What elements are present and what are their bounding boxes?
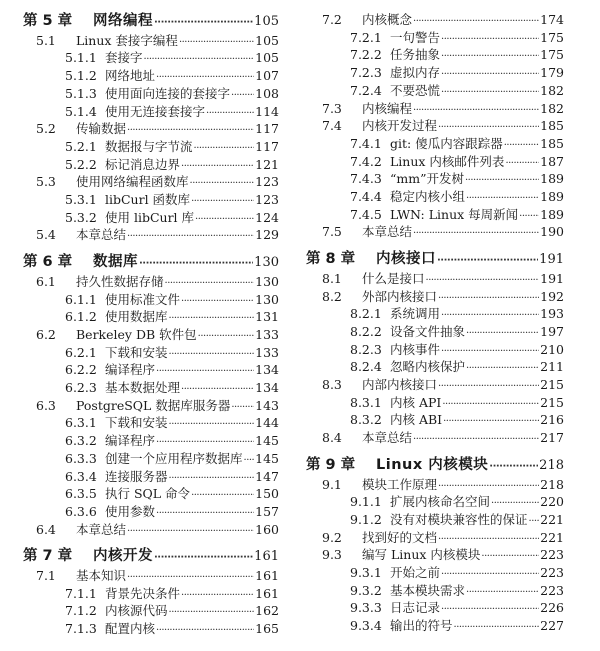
toc-entry-number: 第 9 章 — [306, 456, 356, 473]
toc-subsection-entry[interactable] — [65, 485, 279, 503]
toc-entry-page: 192 — [540, 288, 564, 304]
toc-subsection-entry[interactable] — [65, 379, 279, 397]
toc-entry-title: 本章总结 — [362, 430, 413, 446]
toc-subsection-entry[interactable] — [65, 67, 279, 85]
toc-entry-page: 165 — [255, 621, 279, 637]
toc-entry-number: 5.1.3 — [65, 85, 97, 101]
toc-entry-page: 145 — [255, 450, 279, 466]
toc-entry-number: 8.2.4 — [350, 359, 382, 375]
toc-entry-page: 134 — [255, 362, 279, 378]
toc-entry-page: 227 — [540, 618, 564, 634]
toc-entry-title: 背景先决条件 — [105, 585, 181, 601]
toc-entry-page: 221 — [540, 511, 564, 527]
toc-entry-number: 7.4.4 — [350, 189, 382, 204]
toc-entry-title: 持久性数据存储 — [76, 273, 164, 289]
toc-entry-title: 基本数据处理 — [105, 380, 181, 395]
toc-entry-number: 9.3.3 — [350, 600, 382, 616]
toc-entry-page: 190 — [540, 224, 564, 240]
toc-section-entry[interactable] — [322, 529, 564, 547]
toc-chapter-entry[interactable] — [23, 11, 279, 31]
toc-entry-page: 226 — [540, 600, 564, 616]
toc-subsection-entry[interactable] — [350, 394, 564, 412]
toc-entry-number: 6.3.6 — [65, 503, 97, 519]
toc-subsection-entry[interactable] — [65, 361, 279, 379]
toc-entry-number: 9.2 — [322, 529, 342, 545]
toc-entry-page: 223 — [540, 565, 564, 580]
dot-leader — [489, 457, 538, 477]
toc-entry-number: 7.2.3 — [350, 65, 382, 81]
dot-leader — [127, 228, 254, 246]
toc-entry-page: 185 — [540, 118, 564, 134]
toc-section-entry[interactable] — [36, 326, 279, 344]
toc-subsection-entry[interactable] — [350, 358, 564, 376]
dot-leader — [139, 254, 253, 274]
toc-entry-page: 215 — [540, 394, 564, 410]
toc-entry-title: 外部内核接口 — [362, 288, 438, 304]
toc-entry-page: 221 — [540, 529, 564, 545]
toc-entry-page: 223 — [540, 582, 564, 598]
toc-entry-title: 虚拟内存 — [390, 65, 441, 81]
toc-entry-number: 8.2 — [322, 288, 342, 304]
toc-entry-page: 133 — [255, 326, 279, 342]
toc-entry-page: 123 — [255, 192, 279, 207]
toc-subsection-entry[interactable] — [350, 29, 564, 47]
toc-entry-page: 187 — [540, 153, 564, 169]
toc-entry-title: 使用无连接套接字 — [105, 103, 206, 119]
toc-subsection-entry[interactable] — [350, 82, 564, 100]
toc-entry-page: 161 — [254, 549, 279, 565]
toc-entry-number: 6.3.2 — [65, 433, 97, 449]
toc-entry-page: 189 — [540, 171, 564, 187]
toc-entry-title: 内核 API — [390, 394, 442, 410]
toc-section-entry[interactable] — [322, 288, 564, 306]
toc-entry-page: 124 — [255, 209, 279, 225]
toc-entry-number: 6.2 — [36, 326, 56, 342]
toc-entry-number: 6.4 — [36, 521, 56, 537]
toc-entry-title: 下载和安装 — [105, 415, 168, 431]
toc-entry-page: 133 — [255, 344, 279, 360]
toc-entry-title: 内核开发 — [93, 548, 153, 565]
toc-subsection-entry[interactable] — [350, 64, 564, 82]
toc-subsection-entry[interactable] — [65, 432, 279, 450]
toc-entry-title: 什么是接口 — [362, 270, 425, 286]
toc-section-entry[interactable] — [36, 173, 279, 191]
toc-entry-page: 123 — [255, 174, 279, 190]
toc-subsection-entry[interactable] — [350, 305, 564, 323]
toc-entry-number: 7.4.2 — [350, 153, 382, 169]
dot-leader — [413, 225, 539, 243]
toc-entry-number: 8.2.2 — [350, 323, 382, 339]
toc-entry-title: 数据库 — [93, 254, 138, 271]
toc-section-entry[interactable] — [36, 521, 279, 539]
toc-entry-title: 内核开发过程 — [362, 118, 438, 134]
toc-entry-title: 使用参数 — [105, 503, 156, 519]
toc-entry-title: 扩展内核命名空间 — [390, 494, 491, 510]
toc-entry-title: Berkeley DB 软件包 — [76, 326, 197, 342]
toc-section-entry[interactable] — [36, 226, 279, 244]
toc-entry-title: 本章总结 — [76, 521, 127, 537]
toc-entry-title: 本章总结 — [76, 227, 127, 243]
toc-section-entry[interactable] — [322, 11, 564, 29]
toc-entry-title: 创建一个应用程序数据库 — [105, 450, 243, 466]
toc-entry-number: 9.1.2 — [350, 511, 382, 527]
toc-entry-page: 114 — [255, 103, 279, 119]
toc-subsection-entry[interactable] — [65, 585, 279, 603]
toc-subsection-entry[interactable] — [350, 46, 564, 64]
toc-section-entry[interactable] — [322, 376, 564, 394]
toc-section-entry[interactable] — [322, 100, 564, 118]
toc-entry-title: 一句警告 — [390, 29, 441, 45]
toc-entry-page: 220 — [540, 494, 564, 510]
toc-entry-title: 内核接口 — [376, 251, 436, 268]
toc-entry-number: 第 7 章 — [23, 548, 73, 565]
toc-subsection-entry[interactable] — [65, 468, 279, 486]
toc-entry-title: git: 傻瓜内容跟踪器 — [390, 135, 503, 151]
toc-entry-title: 设备文件抽象 — [390, 323, 466, 339]
toc-subsection-entry[interactable] — [65, 191, 279, 209]
toc-section-entry[interactable] — [36, 273, 279, 291]
toc-entry-number: 7.4.3 — [350, 171, 382, 187]
toc-subsection-entry[interactable] — [65, 344, 279, 362]
toc-entry-title: PostgreSQL 数据库服务器 — [76, 397, 231, 413]
toc-entry-page: 197 — [540, 323, 564, 339]
toc-subsection-entry[interactable] — [65, 49, 279, 67]
toc-subsection-entry[interactable] — [65, 291, 279, 309]
toc-entry-page: 134 — [255, 380, 279, 395]
toc-entry-number: 7.5 — [322, 224, 342, 240]
toc-entry-page: 182 — [540, 82, 564, 98]
toc-entry-number: 5.2.2 — [65, 156, 97, 172]
toc-entry-number: 第 8 章 — [306, 251, 356, 268]
toc-subsection-entry[interactable] — [65, 209, 279, 227]
toc-entry-title: 输出的符号 — [390, 618, 453, 634]
toc-entry-title: 套接字 — [105, 50, 143, 66]
toc-entry-page: 211 — [540, 359, 564, 375]
toc-entry-page: 162 — [255, 603, 279, 619]
toc-section-entry[interactable] — [36, 397, 279, 415]
toc-subsection-entry[interactable] — [65, 138, 279, 156]
toc-entry-title: libCurl 函数库 — [105, 192, 191, 207]
toc-entry-title: 使用数据库 — [105, 309, 168, 325]
toc-entry-number: 8.2.3 — [350, 341, 382, 357]
toc-entry-title: 开始之前 — [390, 565, 441, 580]
toc-section-entry[interactable] — [322, 429, 564, 447]
toc-entry-title: 执行 SQL 命令 — [105, 486, 191, 502]
toc-entry-number: 7.3 — [322, 100, 342, 116]
toc-entry-page: 215 — [540, 377, 564, 392]
toc-entry-page: 223 — [540, 547, 564, 563]
toc-subsection-entry[interactable] — [65, 103, 279, 121]
toc-entry-title: 不要恐慌 — [390, 82, 441, 98]
toc-entry-page: 105 — [254, 14, 279, 29]
toc-entry-number: 7.4 — [322, 118, 342, 134]
toc-entry-title: LWN: Linux 每周新闻 — [390, 206, 519, 222]
toc-section-entry[interactable] — [322, 476, 564, 494]
toc-entry-title: 忽略内核保护 — [390, 359, 466, 375]
toc-entry-number: 6.2.1 — [65, 344, 97, 360]
toc-entry-page: 121 — [255, 156, 279, 172]
toc-entry-title: 没有对模块兼容性的保证 — [390, 511, 528, 527]
toc-entry-title: 使用标准文件 — [105, 291, 181, 307]
toc-entry-number: 7.1.1 — [65, 585, 97, 601]
toc-subsection-entry[interactable] — [65, 156, 279, 174]
toc-entry-title: 内核 ABI — [390, 412, 443, 428]
toc-entry-number: 5.3.2 — [65, 209, 97, 225]
toc-subsection-entry[interactable] — [350, 564, 564, 582]
toc-entry-title: 内核概念 — [362, 12, 413, 27]
dot-leader — [156, 622, 254, 640]
toc-entry-title: Linux 内核模块 — [376, 456, 489, 473]
toc-entry-page: 175 — [540, 29, 564, 45]
toc-entry-number: 6.3.1 — [65, 415, 97, 431]
toc-entry-title: 任务抽象 — [390, 47, 441, 63]
toc-entry-title: 标记消息边界 — [105, 156, 181, 172]
toc-subsection-entry[interactable] — [350, 582, 564, 600]
toc-entry-title: 基本知识 — [76, 568, 127, 583]
toc-entry-number: 9.3.1 — [350, 565, 382, 580]
toc-entry-page: 150 — [255, 486, 279, 502]
toc-entry-number: 7.2.1 — [350, 29, 382, 45]
toc-entry-number: 第 5 章 — [23, 13, 73, 29]
toc-entry-number: 6.1 — [36, 273, 56, 289]
toc-entry-number: 7.1.3 — [65, 621, 97, 637]
toc-entry-page: 117 — [255, 121, 279, 137]
toc-entry-number: 7.4.1 — [350, 135, 382, 151]
toc-entry-number: 9.3.2 — [350, 582, 382, 598]
toc-entry-title: 网络编程 — [93, 13, 153, 29]
toc-entry-title: 数据报与字节流 — [105, 138, 193, 154]
toc-entry-number: 6.3.3 — [65, 450, 97, 466]
toc-entry-page: 174 — [540, 12, 564, 27]
toc-subsection-entry[interactable] — [65, 602, 279, 620]
toc-entry-number: 8.2.1 — [350, 306, 382, 322]
toc-chapter-entry[interactable] — [306, 455, 564, 475]
toc-entry-title: 编写 Linux 内核模块 — [362, 547, 481, 563]
toc-entry-page: 218 — [539, 457, 564, 473]
toc-entry-page: 185 — [540, 135, 564, 151]
toc-entry-number: 7.2 — [322, 12, 342, 27]
toc-entry-number: 9.1 — [322, 476, 342, 492]
toc-subsection-entry[interactable] — [350, 188, 564, 206]
toc-entry-page: 108 — [255, 85, 279, 101]
toc-section-entry[interactable] — [36, 120, 279, 138]
toc-entry-number: 9.3.4 — [350, 618, 382, 634]
toc-entry-title: 编译程序 — [105, 433, 156, 449]
toc-entry-number: 5.1.2 — [65, 68, 97, 84]
toc-entry-number: 6.3.4 — [65, 468, 97, 484]
toc-entry-page: 191 — [539, 252, 564, 268]
toc-entry-title: 内核事件 — [390, 341, 441, 357]
toc-entry-title: 内部内核接口 — [362, 377, 438, 392]
toc-subsection-entry[interactable] — [350, 153, 564, 171]
toc-section-entry[interactable] — [322, 546, 564, 564]
dot-leader — [127, 523, 254, 541]
toc-section-entry[interactable] — [322, 223, 564, 241]
toc-subsection-entry[interactable] — [65, 85, 279, 103]
toc-entry-page: 160 — [255, 521, 279, 537]
toc-entry-number: 7.1 — [36, 568, 56, 583]
toc-subsection-entry[interactable] — [350, 511, 564, 529]
toc-subsection-entry[interactable] — [65, 414, 279, 432]
toc-entry-number: 6.3 — [36, 397, 56, 413]
toc-entry-number: 7.2.2 — [350, 47, 382, 63]
toc-entry-number: 6.2.3 — [65, 380, 97, 395]
toc-entry-title: Linux 内核邮件列表 — [390, 153, 505, 169]
toc-entry-page: 191 — [540, 270, 564, 286]
toc-chapter-entry[interactable] — [23, 546, 279, 566]
dot-leader — [154, 13, 253, 33]
toc-entry-title: 内核编程 — [362, 100, 413, 116]
toc-entry-number: 5.1 — [36, 32, 56, 48]
toc-entry-number: 5.3.1 — [65, 192, 97, 207]
toc-entry-number: 8.3.1 — [350, 394, 382, 410]
toc-entry-number: 6.2.2 — [65, 362, 97, 378]
toc-subsection-entry[interactable] — [350, 135, 564, 153]
toc-entry-page: 130 — [255, 273, 279, 289]
toc-entry-title: 使用网络编程函数库 — [76, 174, 189, 190]
toc-entry-title: 连接服务器 — [105, 468, 168, 484]
toc-entry-page: 131 — [255, 309, 279, 325]
toc-subsection-entry[interactable] — [65, 620, 279, 638]
toc-section-entry[interactable] — [36, 567, 279, 585]
toc-entry-number: 7.1.2 — [65, 603, 97, 619]
toc-entry-title: 找到好的文档 — [362, 529, 438, 545]
toc-entry-number: 8.3.2 — [350, 412, 382, 428]
dot-leader — [154, 548, 253, 568]
toc-entry-number: 8.3 — [322, 377, 342, 392]
toc-entry-number: 5.1.1 — [65, 50, 97, 66]
toc-entry-page: 105 — [255, 32, 279, 48]
toc-entry-page: 218 — [540, 476, 564, 492]
toc-entry-number: 5.1.4 — [65, 103, 97, 119]
toc-entry-number: 7.2.4 — [350, 82, 382, 98]
toc-entry-page: 130 — [255, 291, 279, 307]
toc-entry-page: 130 — [254, 255, 279, 271]
toc-entry-page: 182 — [540, 100, 564, 116]
toc-entry-title: 系统调用 — [390, 306, 441, 322]
toc-entry-page: 147 — [255, 468, 279, 484]
toc-entry-title: 传输数据 — [76, 121, 127, 137]
toc-entry-number: 6.1.2 — [65, 309, 97, 325]
toc-subsection-entry[interactable] — [65, 450, 279, 468]
toc-entry-page: 179 — [540, 65, 564, 81]
toc-chapter-entry[interactable] — [23, 252, 279, 272]
toc-entry-title: 稳定内核小组 — [390, 189, 466, 204]
toc-entry-page: 175 — [540, 47, 564, 63]
toc-subsection-entry[interactable] — [350, 599, 564, 617]
toc-entry-page: 105 — [255, 50, 279, 66]
toc-entry-page: 216 — [540, 412, 564, 428]
toc-entry-page: 189 — [540, 189, 564, 204]
toc-entry-number: 9.1.1 — [350, 494, 382, 510]
toc-entry-number: 5.3 — [36, 174, 56, 190]
toc-entry-number: 6.1.1 — [65, 291, 97, 307]
toc-entry-number: 5.2.1 — [65, 138, 97, 154]
toc-subsection-entry[interactable] — [350, 341, 564, 359]
toc-entry-page: 210 — [540, 341, 564, 357]
dot-leader — [454, 619, 540, 637]
toc-entry-title: 使用面向连接的套接字 — [105, 85, 231, 101]
toc-section-entry[interactable] — [36, 32, 279, 50]
toc-entry-page: 157 — [255, 503, 279, 519]
toc-entry-page: 129 — [255, 227, 279, 243]
toc-entry-title: 使用 libCurl 库 — [105, 209, 195, 225]
toc-entry-page: 217 — [540, 430, 564, 446]
toc-entry-number: 6.3.5 — [65, 486, 97, 502]
toc-entry-title: 模块工作原理 — [362, 476, 438, 492]
toc-entry-number: 第 6 章 — [23, 254, 73, 271]
toc-entry-title: 配置内核 — [105, 621, 156, 637]
toc-entry-title: 基本模块需求 — [390, 582, 466, 598]
dot-leader — [437, 251, 538, 271]
toc-entry-title: 网络地址 — [105, 68, 156, 84]
toc-entry-page: 189 — [540, 206, 564, 222]
toc-subsection-entry[interactable] — [350, 617, 564, 635]
toc-subsection-entry[interactable] — [350, 170, 564, 188]
toc-entry-title: 日志记录 — [390, 600, 441, 616]
toc-entry-title: 编译程序 — [105, 362, 156, 378]
toc-entry-page: 107 — [255, 68, 279, 84]
toc-entry-number: 9.3 — [322, 547, 342, 563]
toc-subsection-entry[interactable] — [65, 308, 279, 326]
toc-entry-page: 144 — [255, 415, 279, 431]
toc-entry-page: 145 — [255, 433, 279, 449]
toc-chapter-entry[interactable] — [306, 249, 564, 269]
toc-subsection-entry[interactable] — [65, 503, 279, 521]
toc-entry-number: 8.4 — [322, 430, 342, 446]
toc-entry-number: 5.4 — [36, 227, 56, 243]
toc-section-entry[interactable] — [322, 117, 564, 135]
toc-entry-page: 117 — [255, 138, 279, 154]
toc-subsection-entry[interactable] — [350, 411, 564, 429]
dot-leader — [413, 431, 539, 449]
toc-entry-page: 193 — [540, 306, 564, 322]
toc-section-entry[interactable] — [322, 270, 564, 288]
toc-entry-title: 内核源代码 — [105, 603, 168, 619]
toc-entry-title: Linux 套接字编程 — [76, 32, 178, 48]
toc-entry-number: 5.2 — [36, 121, 56, 137]
toc-entry-title: 下载和安装 — [105, 344, 168, 360]
toc-subsection-entry[interactable] — [350, 493, 564, 511]
toc-entry-page: 161 — [255, 585, 279, 601]
toc-subsection-entry[interactable] — [350, 206, 564, 224]
toc-entry-page: 143 — [255, 397, 279, 413]
toc-entry-page: 161 — [255, 568, 279, 583]
toc-entry-number: 8.1 — [322, 270, 342, 286]
toc-entry-title: “mm”开发树 — [390, 171, 464, 187]
toc-subsection-entry[interactable] — [350, 323, 564, 341]
toc-entry-title: 本章总结 — [362, 224, 413, 240]
toc-entry-number: 7.4.5 — [350, 206, 382, 222]
